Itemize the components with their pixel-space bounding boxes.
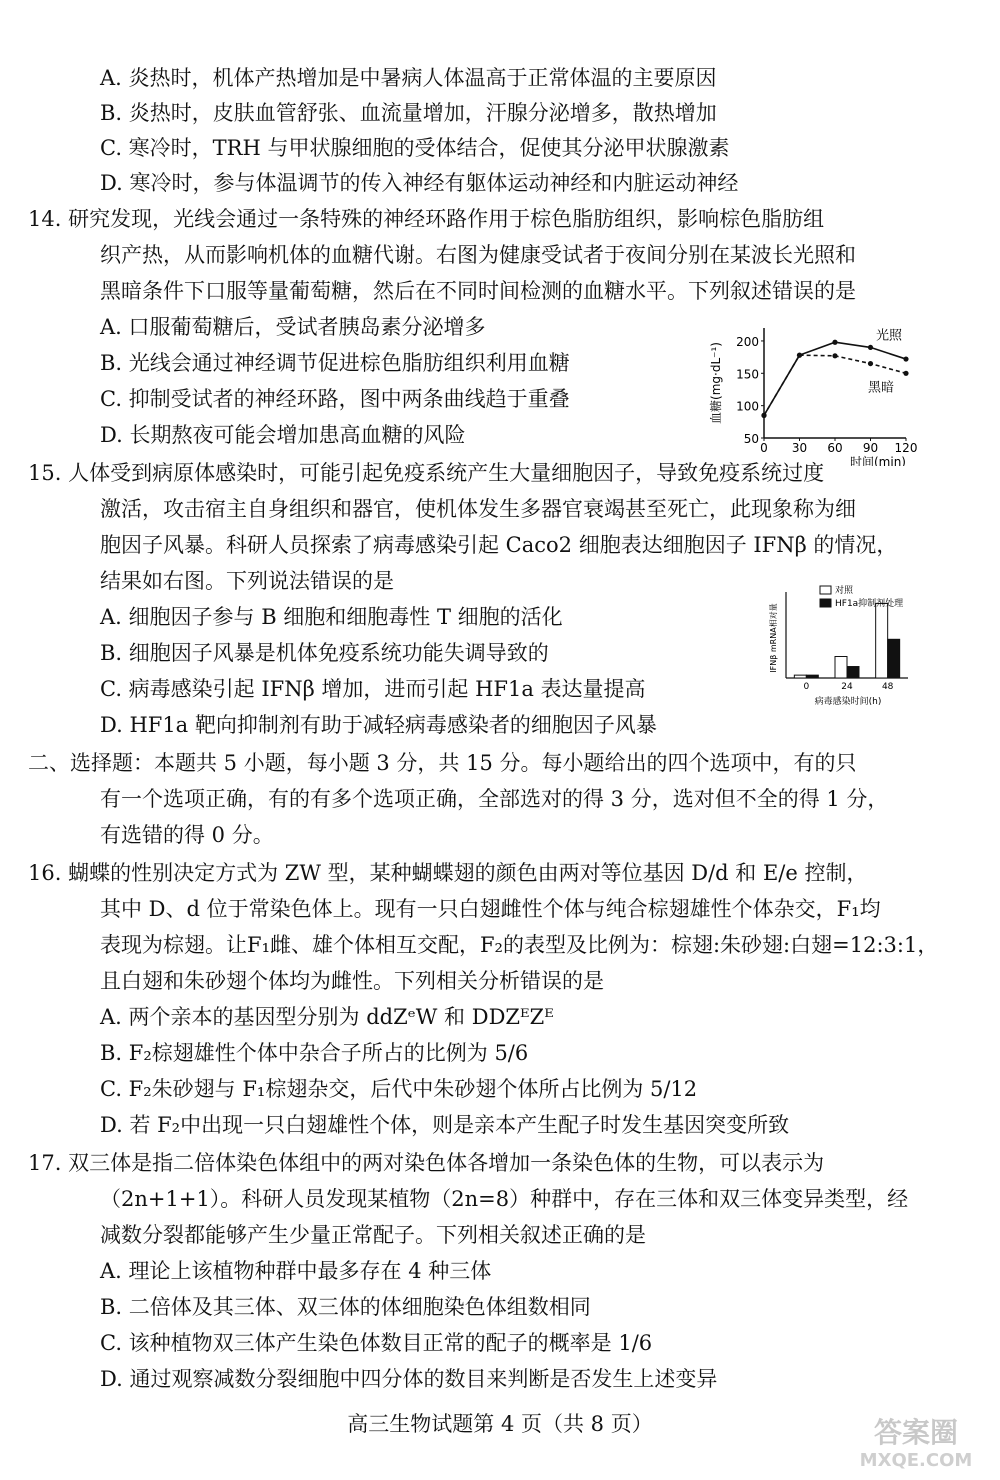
text-line: 减数分裂都能够产生少量正常配子。下列相关叙述正确的是 <box>100 1223 646 1247</box>
text-line: D. 通过观察减数分裂细胞中四分体的数目来判断是否发生上述变异 <box>100 1367 718 1391</box>
bar <box>835 657 847 679</box>
x-tick-label: 120 <box>894 441 918 455</box>
text-line: B. 细胞因子风暴是机体免疫系统功能失调导致的 <box>100 641 549 665</box>
text-line: 且白翅和朱砂翅个体均为雌性。下列相关分析错误的是 <box>100 969 604 993</box>
text-line: D. 长期熬夜可能会增加患高血糖的风险 <box>100 423 466 447</box>
text-line: B. F₂棕翅雄性个体中杂合子所占的比例为 5/6 <box>100 1041 529 1065</box>
text-line: A. 理论上该植物种群中最多存在 4 种三体 <box>100 1259 492 1283</box>
text-line: 15. 人体受到病原体感染时，可能引起免疫系统产生大量细胞因子，导致免疫系统过度 <box>28 461 825 485</box>
text-line: A. 炎热时，机体产热增加是中暑病人体温高于正常体温的主要原因 <box>100 66 717 90</box>
text-line: 结果如右图。下列说法错误的是 <box>100 569 394 593</box>
text-line: 14. 研究发现，光线会通过一条特殊的神经环路作用于棕色脂肪组织，影响棕色脂肪组 <box>28 207 825 231</box>
data-point <box>903 356 908 361</box>
text-line: D. 寒冷时，参与体温调节的传入神经有躯体运动神经和内脏运动神经 <box>100 171 739 195</box>
data-point <box>868 361 873 366</box>
text-line: D. 若 F₂中出现一只白翅雄性个体，则是亲本产生配子时发生基因突变所致 <box>100 1113 790 1137</box>
bar <box>876 603 888 678</box>
text-line: C. 寒冷时，TRH 与甲状腺细胞的受体结合，促使其分泌甲状腺激素 <box>100 136 730 160</box>
text-line: 激活，攻击宿主自身组织和器官，使机体发生多器官衰竭甚至死亡，此现象称为细 <box>100 497 856 521</box>
text-line: C. 病毒感染引起 IFNβ 增加，进而引起 HF1a 表达量提高 <box>100 677 646 701</box>
text-line: B. 炎热时，皮肤血管舒张、血流量增加，汗腺分泌增多，散热增加 <box>100 101 717 125</box>
y-axis-label: IFNβ mRNA相对量 <box>769 603 778 673</box>
y-tick-label: 50 <box>743 432 759 446</box>
legend-swatch <box>820 586 831 594</box>
text-line: C. F₂朱砂翅与 F₁棕翅杂交，后代中朱砂翅个体所占比例为 5/12 <box>100 1077 698 1101</box>
legend-swatch <box>820 599 831 607</box>
data-point <box>797 353 802 358</box>
bar <box>806 675 818 678</box>
text-line: A. 两个亲本的基因型分别为 ddZᵉW 和 DDZᴱZᴱ <box>100 1005 554 1029</box>
text-line: 二、选择题：本题共 5 小题，每小题 3 分，共 15 分。每小题给出的四个选项中，有的只 <box>28 751 857 775</box>
y-tick-label: 100 <box>736 399 759 414</box>
data-point <box>832 340 837 345</box>
x-tick-label: 60 <box>827 441 843 455</box>
text-line: 胞因子风暴。科研人员探索了病毒感染引起 Caco2 细胞表达细胞因子 IFNβ 的情况， <box>100 533 898 557</box>
x-tick-label: 90 <box>862 441 879 455</box>
text-line: 有一个选项正确，有的有多个选项正确，全部选对的得 3 分，选对但不全的得 1 分， <box>100 787 889 811</box>
text-line: （2n+1+1）。科研人员发现某植物（2n=8）种群中，存在三体和双三体变异类型，经 <box>100 1187 909 1211</box>
x-axis-label: 病毒感染时间(h) <box>814 697 882 707</box>
legend-label: 对照 <box>835 586 854 596</box>
text-line: 17. 双三体是指二倍体染色体组中的两对染色体各增加一条染色体的生物，可以表示为 <box>28 1151 825 1175</box>
x-tick-label: 48 <box>881 682 894 692</box>
x-tick-label: 0 <box>760 441 768 455</box>
watermark-logo <box>846 1406 986 1472</box>
y-tick-label: 150 <box>736 367 759 382</box>
ifnb-bar-chart <box>768 578 968 716</box>
text-line: 织产热，从而影响机体的血糖代谢。右图为健康受试者于夜间分别在某波长光照和 <box>100 243 856 267</box>
x-axis-label: 时间(min) <box>850 455 906 466</box>
text-line: 黑暗条件下口服等量葡萄糖，然后在不同时间检测的血糖水平。下列叙述错误的是 <box>100 279 856 303</box>
text-line: A. 细胞因子参与 B 细胞和细胞毒性 T 细胞的活化 <box>100 605 563 629</box>
data-point <box>868 345 873 350</box>
svg-text:MXQE.COM: MXQE.COM <box>859 1450 973 1471</box>
text-line: C. 抑制受试者的神经环路，图中两条曲线趋于重叠 <box>100 387 570 411</box>
text-line: 其中 D、d 位于常染色体上。现有一只白翅雌性个体与纯合棕翅雄性个体杂交，F₁均 <box>100 897 881 921</box>
y-tick-label: 200 <box>736 334 759 349</box>
data-point <box>903 371 908 376</box>
x-tick-label: 24 <box>841 682 853 692</box>
text-line: D. HF1a 靶向抑制剂有助于减轻病毒感染者的细胞因子风暴 <box>100 713 657 737</box>
legend-label: HF1a抑制剂处理 <box>835 599 904 609</box>
text-line: 16. 蝴蝶的性别决定方式为 ZW 型，某种蝴蝶翅的颜色由两对等位基因 D/d 和 E/e 控制， <box>28 861 868 885</box>
text-line: B. 光线会通过神经调节促进棕色脂肪组织利用血糖 <box>100 351 570 375</box>
text-line: A. 口服葡萄糖后，受试者胰岛素分泌增多 <box>100 315 486 339</box>
svg-text:答案圈: 答案圈 <box>873 1416 959 1449</box>
series-label: 光照 <box>876 328 903 344</box>
bar <box>888 639 900 678</box>
blood-glucose-chart <box>708 318 928 466</box>
text-line: 有选错的得 0 分。 <box>100 823 274 847</box>
page-footer: 高三生物试题第 4 页（共 8 页） <box>347 1412 653 1436</box>
y-axis-label: 血糖(mg·dL⁻¹) <box>709 342 723 424</box>
x-tick-label: 30 <box>791 441 808 455</box>
x-tick-label: 0 <box>803 682 810 692</box>
bar <box>794 675 806 678</box>
text-line: B. 二倍体及其三体、双三体的体细胞染色体组数相同 <box>100 1295 591 1319</box>
data-point <box>761 413 766 418</box>
text-line: 表现为棕翅。让F₁雌、雄个体相互交配，F₂的表型及比例为：棕翅:朱砂翅:白翅=12:3:1， <box>100 933 939 957</box>
data-point <box>832 353 837 358</box>
bar <box>847 667 859 678</box>
series-label: 黑暗 <box>868 380 895 396</box>
text-line: C. 该种植物双三体产生染色体数目正常的配子的概率是 1/6 <box>100 1331 653 1355</box>
